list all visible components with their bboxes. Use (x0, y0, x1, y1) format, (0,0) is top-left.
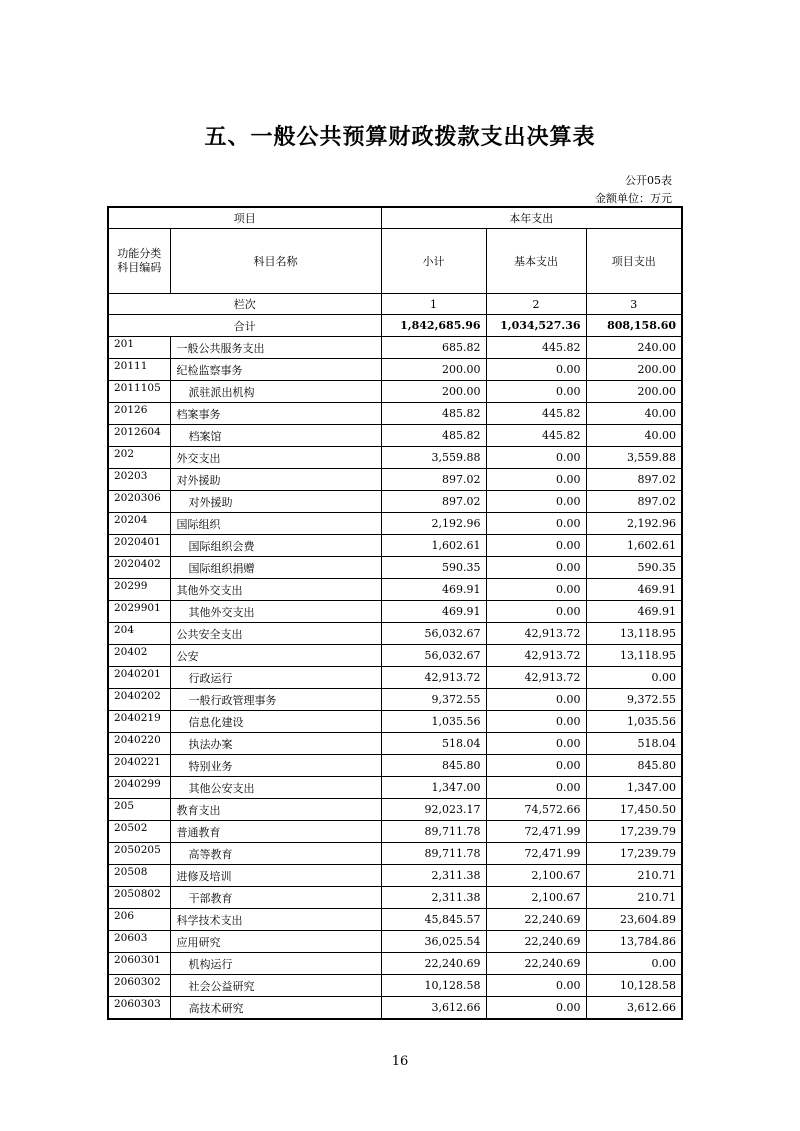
table-row (108, 601, 682, 623)
header-col1: 1 (381, 294, 486, 315)
header-func-code: 功能分类科目编码 (108, 229, 170, 294)
row-basic: 0.00 (486, 535, 586, 557)
row-name: 一般行政管理事务 (170, 689, 381, 711)
row-name: 派驻派出机构 (170, 381, 381, 403)
row-basic: 445.82 (486, 425, 586, 447)
row-basic: 0.00 (486, 491, 586, 513)
form-code: 公开05表 (625, 174, 672, 187)
row-code: 206 (108, 909, 170, 931)
total-subtotal: 1,842,685.96 (381, 315, 486, 337)
row-code: 2020306 (108, 491, 170, 513)
row-project: 240.00 (586, 337, 682, 359)
row-basic: 22,240.69 (486, 953, 586, 975)
row-code: 204 (108, 623, 170, 645)
row-project: 17,239.79 (586, 843, 682, 865)
row-subtotal: 2,311.38 (381, 887, 486, 909)
row-basic: 0.00 (486, 469, 586, 491)
row-subtotal: 36,025.54 (381, 931, 486, 953)
row-code: 201 (108, 337, 170, 359)
table-row (108, 337, 682, 359)
row-project: 17,450.50 (586, 799, 682, 821)
row-basic: 72,471.99 (486, 843, 586, 865)
row-code: 2020402 (108, 557, 170, 579)
header-project: 项目支出 (586, 229, 682, 294)
row-project: 469.91 (586, 601, 682, 623)
row-basic: 22,240.69 (486, 909, 586, 931)
row-code: 2060301 (108, 953, 170, 975)
row-code: 2060302 (108, 975, 170, 997)
header-basic: 基本支出 (486, 229, 586, 294)
row-name: 科学技术支出 (170, 909, 381, 931)
row-project: 1,602.61 (586, 535, 682, 557)
row-basic: 445.82 (486, 403, 586, 425)
row-name: 其他外交支出 (170, 601, 381, 623)
row-code: 2040201 (108, 667, 170, 689)
row-project: 13,118.95 (586, 645, 682, 667)
header-row-2 (108, 229, 682, 294)
row-code: 20111 (108, 359, 170, 381)
row-subtotal: 897.02 (381, 469, 486, 491)
row-basic: 0.00 (486, 601, 586, 623)
row-code: 2060303 (108, 997, 170, 1020)
row-basic: 42,913.72 (486, 667, 586, 689)
unit-label: 金额单位：万元 (595, 192, 672, 205)
row-code: 20502 (108, 821, 170, 843)
row-basic: 74,572.66 (486, 799, 586, 821)
row-name: 执法办案 (170, 733, 381, 755)
table-row (108, 733, 682, 755)
row-name: 国际组织 (170, 513, 381, 535)
row-basic: 0.00 (486, 711, 586, 733)
table-row (108, 777, 682, 799)
row-subtotal: 56,032.67 (381, 623, 486, 645)
row-project: 1,035.56 (586, 711, 682, 733)
row-subtotal: 42,913.72 (381, 667, 486, 689)
row-name: 教育支出 (170, 799, 381, 821)
header-col2: 2 (486, 294, 586, 315)
table-row (108, 403, 682, 425)
row-project: 200.00 (586, 381, 682, 403)
table-row (108, 667, 682, 689)
table-row (108, 447, 682, 469)
row-name: 国际组织会费 (170, 535, 381, 557)
row-basic: 2,100.67 (486, 887, 586, 909)
table-row (108, 359, 682, 381)
header-item: 项目 (108, 207, 381, 229)
row-project: 897.02 (586, 491, 682, 513)
row-subtotal: 89,711.78 (381, 821, 486, 843)
row-code: 2050802 (108, 887, 170, 909)
row-project: 9,372.55 (586, 689, 682, 711)
row-project: 200.00 (586, 359, 682, 381)
table-row (108, 469, 682, 491)
row-project: 0.00 (586, 667, 682, 689)
row-project: 518.04 (586, 733, 682, 755)
row-project: 3,612.66 (586, 997, 682, 1020)
row-project: 469.91 (586, 579, 682, 601)
page-title: 五、一般公共预算财政拨款支出决算表 (204, 125, 596, 150)
row-basic: 0.00 (486, 557, 586, 579)
row-basic: 0.00 (486, 975, 586, 997)
row-code: 20126 (108, 403, 170, 425)
row-subtotal: 89,711.78 (381, 843, 486, 865)
row-subtotal: 685.82 (381, 337, 486, 359)
row-code: 2040299 (108, 777, 170, 799)
row-name: 其他外交支出 (170, 579, 381, 601)
row-code: 2040219 (108, 711, 170, 733)
row-project: 845.80 (586, 755, 682, 777)
header-col-label: 栏次 (108, 294, 381, 315)
table-row (108, 513, 682, 535)
row-name: 行政运行 (170, 667, 381, 689)
row-subtotal: 2,192.96 (381, 513, 486, 535)
row-name: 应用研究 (170, 931, 381, 953)
row-name: 机构运行 (170, 953, 381, 975)
row-basic: 445.82 (486, 337, 586, 359)
row-code: 2040220 (108, 733, 170, 755)
row-subtotal: 45,845.57 (381, 909, 486, 931)
row-code: 20508 (108, 865, 170, 887)
row-basic: 0.00 (486, 359, 586, 381)
row-name: 档案事务 (170, 403, 381, 425)
row-name: 特别业务 (170, 755, 381, 777)
row-code: 2040202 (108, 689, 170, 711)
table-row (108, 557, 682, 579)
row-project: 2,192.96 (586, 513, 682, 535)
row-subtotal: 469.91 (381, 601, 486, 623)
row-basic: 0.00 (486, 733, 586, 755)
table-row (108, 711, 682, 733)
row-name: 干部教育 (170, 887, 381, 909)
table-row (108, 865, 682, 887)
row-project: 17,239.79 (586, 821, 682, 843)
table-row (108, 535, 682, 557)
table-row (108, 953, 682, 975)
row-subtotal: 845.80 (381, 755, 486, 777)
row-project: 897.02 (586, 469, 682, 491)
table-row (108, 645, 682, 667)
header-row-3 (108, 294, 682, 315)
row-subtotal: 10,128.58 (381, 975, 486, 997)
total-project: 808,158.60 (586, 315, 682, 337)
row-code: 2011105 (108, 381, 170, 403)
header-col3: 3 (586, 294, 682, 315)
row-subtotal: 1,347.00 (381, 777, 486, 799)
row-basic: 0.00 (486, 447, 586, 469)
row-name: 纪检监察事务 (170, 359, 381, 381)
row-code: 20203 (108, 469, 170, 491)
row-name: 公共安全支出 (170, 623, 381, 645)
table-row (108, 997, 682, 1020)
row-subtotal: 200.00 (381, 359, 486, 381)
row-project: 3,559.88 (586, 447, 682, 469)
row-subtotal: 1,602.61 (381, 535, 486, 557)
row-name: 其他公安支出 (170, 777, 381, 799)
row-code: 20402 (108, 645, 170, 667)
row-subtotal: 1,035.56 (381, 711, 486, 733)
table-row (108, 425, 682, 447)
row-name: 对外援助 (170, 491, 381, 513)
row-project: 40.00 (586, 425, 682, 447)
row-project: 40.00 (586, 403, 682, 425)
table-row (108, 689, 682, 711)
row-project: 10,128.58 (586, 975, 682, 997)
row-subtotal: 200.00 (381, 381, 486, 403)
row-basic: 22,240.69 (486, 931, 586, 953)
row-basic: 0.00 (486, 513, 586, 535)
row-project: 13,118.95 (586, 623, 682, 645)
row-name: 外交支出 (170, 447, 381, 469)
budget-table (107, 206, 683, 1020)
row-subtotal: 3,612.66 (381, 997, 486, 1020)
row-subtotal: 2,311.38 (381, 865, 486, 887)
row-project: 23,604.89 (586, 909, 682, 931)
table-row (108, 931, 682, 953)
table-row (108, 755, 682, 777)
row-code: 2020401 (108, 535, 170, 557)
table-row (108, 579, 682, 601)
header-row-1 (108, 207, 682, 229)
row-basic: 42,913.72 (486, 623, 586, 645)
row-subtotal: 469.91 (381, 579, 486, 601)
total-row (108, 315, 682, 337)
row-project: 210.71 (586, 887, 682, 909)
row-basic: 42,913.72 (486, 645, 586, 667)
row-code: 2050205 (108, 843, 170, 865)
row-basic: 0.00 (486, 755, 586, 777)
header-current-year: 本年支出 (381, 207, 682, 229)
row-name: 社会公益研究 (170, 975, 381, 997)
row-code: 20204 (108, 513, 170, 535)
row-code: 20299 (108, 579, 170, 601)
table-row (108, 887, 682, 909)
row-code: 2040221 (108, 755, 170, 777)
row-basic: 0.00 (486, 689, 586, 711)
header-subtotal: 小计 (381, 229, 486, 294)
table-row (108, 623, 682, 645)
row-code: 205 (108, 799, 170, 821)
row-project: 210.71 (586, 865, 682, 887)
row-name: 高技术研究 (170, 997, 381, 1020)
row-subtotal: 897.02 (381, 491, 486, 513)
row-basic: 72,471.99 (486, 821, 586, 843)
row-subtotal: 22,240.69 (381, 953, 486, 975)
row-basic: 0.00 (486, 381, 586, 403)
row-code: 20603 (108, 931, 170, 953)
table-row (108, 799, 682, 821)
table-row (108, 381, 682, 403)
row-subtotal: 56,032.67 (381, 645, 486, 667)
table-row (108, 491, 682, 513)
row-name: 进修及培训 (170, 865, 381, 887)
row-name: 一般公共服务支出 (170, 337, 381, 359)
row-subtotal: 9,372.55 (381, 689, 486, 711)
row-project: 0.00 (586, 953, 682, 975)
table-row (108, 975, 682, 997)
row-subtotal: 485.82 (381, 425, 486, 447)
header-subject-name: 科目名称 (170, 229, 381, 294)
row-name: 国际组织捐赠 (170, 557, 381, 579)
row-name: 档案馆 (170, 425, 381, 447)
row-subtotal: 518.04 (381, 733, 486, 755)
row-subtotal: 590.35 (381, 557, 486, 579)
row-project: 590.35 (586, 557, 682, 579)
total-label: 合计 (108, 315, 381, 337)
row-code: 202 (108, 447, 170, 469)
table-row (108, 909, 682, 931)
row-subtotal: 3,559.88 (381, 447, 486, 469)
row-project: 1,347.00 (586, 777, 682, 799)
row-code: 2012604 (108, 425, 170, 447)
row-name: 公安 (170, 645, 381, 667)
row-name: 普通教育 (170, 821, 381, 843)
row-code: 2029901 (108, 601, 170, 623)
row-name: 对外援助 (170, 469, 381, 491)
row-basic: 2,100.67 (486, 865, 586, 887)
table-row (108, 821, 682, 843)
table-row (108, 843, 682, 865)
row-subtotal: 485.82 (381, 403, 486, 425)
row-basic: 0.00 (486, 579, 586, 601)
row-basic: 0.00 (486, 777, 586, 799)
row-basic: 0.00 (486, 997, 586, 1020)
page-number: 16 (391, 1054, 409, 1069)
row-subtotal: 92,023.17 (381, 799, 486, 821)
row-name: 高等教育 (170, 843, 381, 865)
total-basic: 1,034,527.36 (486, 315, 586, 337)
row-project: 13,784.86 (586, 931, 682, 953)
row-name: 信息化建设 (170, 711, 381, 733)
